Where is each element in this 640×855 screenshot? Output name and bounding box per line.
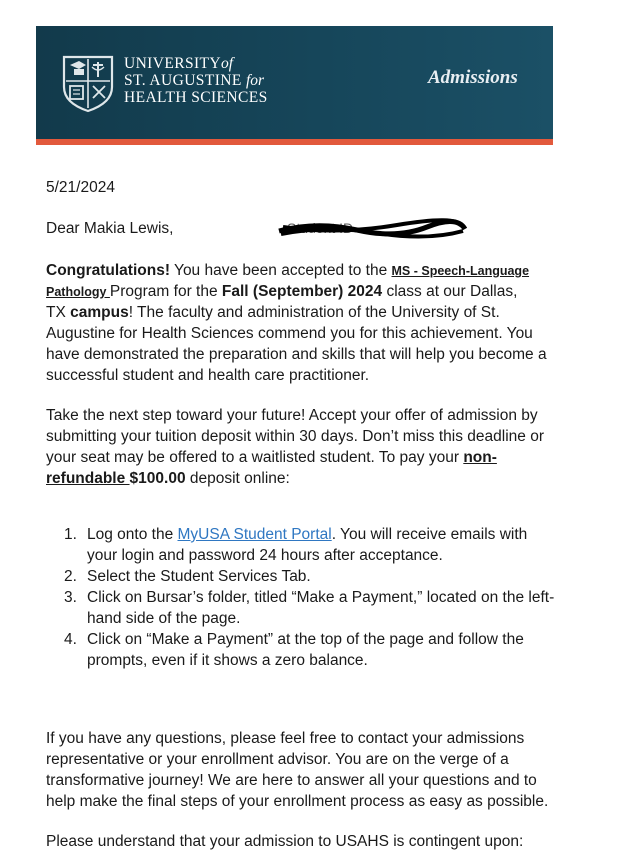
- list-item: 1. Log onto the MyUSA Student Portal. You will receive emails with your login and password 24 hours after acceptance.: [64, 526, 528, 564]
- p1-line3: TX campus! The faculty and administration of the University of St.: [46, 304, 500, 321]
- letter-date: 5/21/2024: [46, 179, 115, 196]
- svg-text:Student ID: Student ID: [287, 220, 354, 236]
- p3-line2: representative or your enrollment advisor. You are on the verge of a: [46, 751, 509, 768]
- p1-line1: Congratulations! You have been accepted to the MS - Speech-Language: [46, 262, 530, 279]
- deposit-amount: $100.00: [129, 470, 186, 487]
- list-item: 4. Click on “Make a Payment” at the top of the page and follow the prompts, even if it shows a zero balance.: [64, 631, 524, 669]
- p2-line3: your seat may be offered to a waitlisted student. To pay your non-: [46, 449, 497, 466]
- list-item: 3. Click on Bursar’s folder, titled “Make a Payment,” located on the left- hand side of the page.: [64, 589, 555, 627]
- p2-line4: refundable $100.00 deposit online:: [46, 470, 290, 487]
- p3-line4: help make the final steps of your enrollment process as easy as possible.: [46, 793, 549, 810]
- greeting-line: [46, 219, 606, 240]
- p2-line1: Take the next step toward your future! Accept your offer of admission by: [46, 407, 538, 424]
- list-item: 2. Select the Student Services Tab.: [64, 568, 311, 585]
- greeting: Dear Makia Lewis,: [46, 220, 174, 237]
- admissions-title: Admissions: [428, 67, 518, 88]
- payment-steps-list: [46, 525, 606, 672]
- p1-line6: successful student and health care practitioner.: [46, 367, 370, 384]
- p4-line1: Please understand that your admission to USAHS is contingent upon:: [46, 833, 524, 850]
- header-accent-stripe: [36, 139, 553, 145]
- program-name: MS - Speech-Language: [391, 264, 530, 278]
- myusa-portal-link[interactable]: MyUSA Student Portal: [177, 526, 332, 543]
- p1-line2: Pathology Program for the Fall (September) 2024 class at our Dallas,: [46, 283, 518, 300]
- p1-line5: have demonstrated the preparation and skills that will help you become a: [46, 346, 547, 363]
- p2-line2: submitting your tuition deposit within 30 days. Don’t miss this deadline or: [46, 428, 544, 445]
- p3-line3: transformative journey! We are here to answer all your questions and to: [46, 772, 537, 789]
- p1-line4: Augustine for Health Sciences commend you for this achievement. You: [46, 325, 533, 342]
- p3-line1: If you have any questions, please feel free to contact your admissions: [46, 730, 525, 747]
- redaction-scribble: [277, 217, 467, 239]
- term: Fall (September) 2024: [221, 283, 383, 300]
- university-crest-logo: [60, 53, 116, 113]
- university-name: UNIVERSITYof ST. AUGUSTINE for HEALTH SCIENCES: [124, 55, 268, 106]
